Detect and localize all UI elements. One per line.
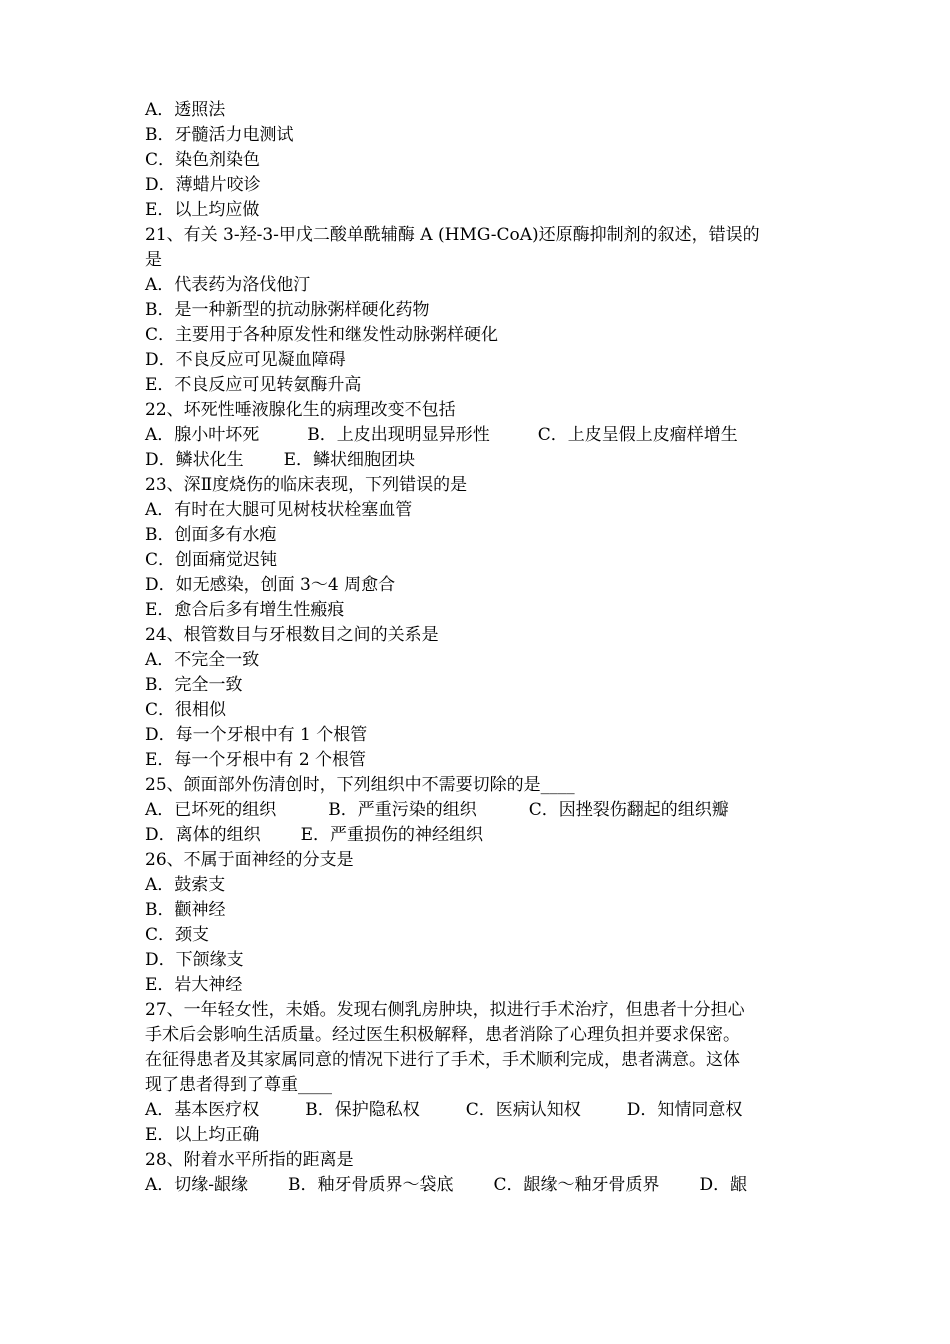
q26-option-a: A．鼓索支 — [145, 875, 226, 895]
q23-option-c: C．创面痛觉迟钝 — [145, 550, 278, 570]
q24-stem: 24、根管数目与牙根数目之间的关系是 — [145, 625, 439, 645]
q21-option-a: A．代表药为洛伐他汀 — [145, 275, 311, 295]
q26-stem: 26、不属于面神经的分支是 — [145, 850, 354, 870]
q22-stem: 22、坏死性唾液腺化生的病理改变不包括 — [145, 400, 456, 420]
q28-option-c: C．龈缘～釉牙骨质界 — [493, 1175, 660, 1195]
q22-option-b: B．上皮出现明显异形性 — [307, 425, 490, 445]
q20-option-a: A．透照法 — [145, 100, 226, 120]
q28-option-b: B．釉牙骨质界～袋底 — [288, 1175, 454, 1195]
q22-option-a: A．腺小叶坏死 — [145, 425, 260, 445]
q25-stem: 25、颌面部外伤清创时，下列组织中不需要切除的是____ — [145, 775, 575, 795]
q20-option-b: B．牙髓活力电测试 — [145, 125, 294, 145]
q24-option-a: A．不完全一致 — [145, 650, 260, 670]
q27-options-row1 — [145, 1098, 815, 1123]
q27-option-d: D．知情同意权 — [626, 1100, 743, 1120]
q22-options-row2 — [145, 448, 815, 473]
q22-option-d: D．鳞状化生 — [145, 450, 244, 470]
q27-stem-line2: 手术后会影响生活质量。经过医生积极解释，患者消除了心理负担并要求保密。 — [145, 1025, 740, 1045]
q27-stem-line3: 在征得患者及其家属同意的情况下进行了手术，手术顺利完成，患者满意。这体 — [145, 1050, 740, 1070]
q21-stem-line1: 21、有关 3-羟-3-甲戊二酸单酰辅酶 A (HMG-CoA)还原酶抑制剂的叙述，错误的 — [145, 225, 760, 245]
q20-option-c: C．染色剂染色 — [145, 150, 261, 170]
q21-option-c: C．主要用于各种原发性和继发性动脉粥样硬化 — [145, 325, 499, 345]
q21-option-d: D．不良反应可见凝血障碍 — [145, 350, 346, 370]
q20-option-e: E．以上均应做 — [145, 200, 260, 220]
q26-option-d: D．下颌缘支 — [145, 950, 244, 970]
q24-option-e: E．每一个牙根中有 2 个根管 — [145, 750, 367, 770]
q25-option-e: E．严重损伤的神经组织 — [300, 825, 484, 845]
q23-stem: 23、深Ⅱ度烧伤的临床表现，下列错误的是 — [145, 475, 468, 495]
q27-stem-line1: 27、一年轻女性，未婚。发现右侧乳房肿块，拟进行手术治疗，但患者十分担心 — [145, 1000, 745, 1020]
q26-option-c: C．颈支 — [145, 925, 210, 945]
q25-options-row2 — [145, 823, 815, 848]
q27-options-row2 — [145, 1123, 815, 1148]
q28-option-d: D．龈 — [699, 1175, 748, 1195]
q22-options-row1 — [145, 423, 815, 448]
q23-option-e: E．愈合后多有增生性瘢痕 — [145, 600, 345, 620]
q23-option-d: D．如无感染，创面 3～4 周愈合 — [145, 575, 396, 595]
q28-option-a: A．切缘-龈缘 — [145, 1175, 249, 1195]
q24-option-b: B．完全一致 — [145, 675, 243, 695]
q25-options-row1 — [145, 798, 815, 823]
q25-option-c: C．因挫裂伤翻起的组织瓣 — [528, 800, 729, 820]
q22-option-e: E．鳞状细胞团块 — [283, 450, 416, 470]
q24-option-d: D．每一个牙根中有 1 个根管 — [145, 725, 368, 745]
q27-option-c: C．医病认知权 — [465, 1100, 581, 1120]
q26-option-b: B．颧神经 — [145, 900, 226, 920]
q21-stem-line2: 是 — [145, 250, 162, 270]
q24-option-c: C．很相似 — [145, 700, 227, 720]
q28-stem: 28、附着水平所指的距离是 — [145, 1150, 354, 1170]
q26-option-e: E．岩大神经 — [145, 975, 243, 995]
q25-option-b: B．严重污染的组织 — [328, 800, 477, 820]
q27-stem-line4: 现了患者得到了尊重____ — [145, 1075, 332, 1095]
q23-option-a: A．有时在大腿可见树枝状栓塞血管 — [145, 500, 413, 520]
q20-option-d: D．薄蜡片咬诊 — [145, 175, 261, 195]
q21-option-b: B．是一种新型的抗动脉粥样硬化药物 — [145, 300, 430, 320]
q27-option-a: A．基本医疗权 — [145, 1100, 260, 1120]
q25-option-d: D．离体的组织 — [145, 825, 261, 845]
q27-option-b: B．保护隐私权 — [305, 1100, 420, 1120]
q28-options-row1 — [145, 1173, 815, 1198]
q21-option-e: E．不良反应可见转氨酶升高 — [145, 375, 362, 395]
q25-option-a: A．已坏死的组织 — [145, 800, 277, 820]
exam-page — [145, 98, 815, 1198]
q27-option-e: E．以上均正确 — [145, 1125, 260, 1145]
q23-option-b: B．创面多有水疱 — [145, 525, 277, 545]
q22-option-c: C．上皮呈假上皮瘤样增生 — [537, 425, 738, 445]
